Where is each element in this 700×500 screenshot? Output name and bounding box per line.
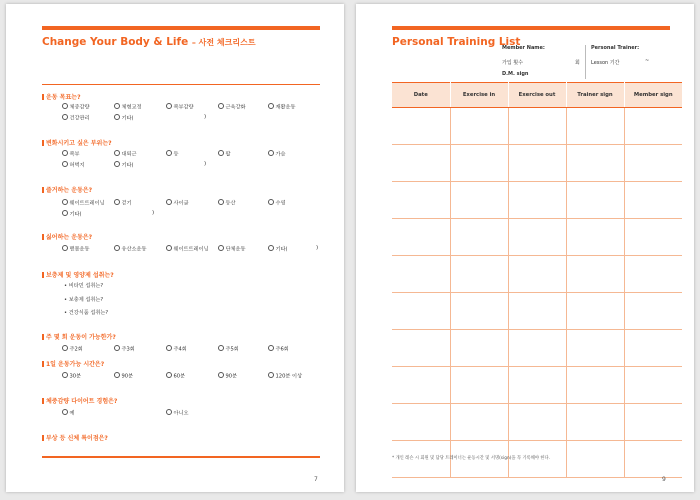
question-favorite: 즐거하는 운동은?: [42, 185, 92, 194]
option-3x[interactable]: 주3회: [114, 345, 135, 353]
member-count-label: 가입 횟수: [502, 60, 523, 66]
option-chest[interactable]: 가슴: [268, 150, 286, 158]
bullet-supplement: • 보충제 섭취는?: [64, 297, 104, 303]
header-divider: [585, 45, 586, 79]
bottom-rule: [42, 456, 320, 458]
option-weight-training[interactable]: 웨이트트레이닝: [166, 245, 209, 253]
option-back[interactable]: 등: [166, 150, 179, 158]
radio-circle-icon: [218, 199, 224, 205]
option-other[interactable]: 기타(: [268, 245, 288, 253]
question-duration: 1일 운동가능 시간은?: [42, 359, 104, 368]
table-row: [392, 219, 682, 256]
table-row: [392, 293, 682, 330]
close-paren: ): [204, 161, 207, 167]
question-supplements: 보충제 및 영양제 섭취는?: [42, 270, 114, 279]
table-row: [392, 108, 682, 145]
question-frequency: 주 몇 회 운동이 가능한가?: [42, 332, 116, 341]
option-5x[interactable]: 주5회: [218, 345, 239, 353]
radio-circle-icon: [62, 150, 68, 156]
radio-circle-icon: [114, 150, 120, 156]
option-90min-a[interactable]: 90분: [114, 372, 133, 380]
col-member-sign: Member sign: [624, 83, 682, 108]
page-number: 7: [314, 476, 318, 483]
option-4x[interactable]: 주4회: [166, 345, 187, 353]
footnote: * 개인 레슨 시 회원 및 담당 트레이너는 운동시간 및 서명(sign)을 꼭 기록해야 한다.: [392, 456, 551, 461]
option-posture[interactable]: 체형교정: [114, 103, 142, 111]
radio-circle-icon: [62, 199, 68, 205]
close-paren: ): [152, 210, 155, 216]
radio-circle-icon: [268, 245, 274, 251]
close-paren: ): [204, 114, 207, 120]
radio-circle-icon: [218, 245, 224, 251]
col-date: Date: [392, 83, 450, 108]
col-exercise-in: Exercise in: [450, 83, 508, 108]
checklist-page: [6, 4, 344, 492]
subtitle-text: – 사전 체크리스트: [191, 38, 256, 47]
member-count-unit: 회: [575, 60, 580, 66]
radio-circle-icon: [166, 409, 172, 415]
radio-circle-icon: [268, 372, 274, 378]
option-weight-training[interactable]: 웨이트트레이닝: [62, 199, 105, 207]
table-row: [392, 404, 682, 441]
option-yes[interactable]: 예: [62, 409, 75, 417]
table-row: [392, 256, 682, 293]
radio-circle-icon: [166, 245, 172, 251]
option-cardio[interactable]: 유산소운동: [114, 245, 147, 253]
radio-circle-icon: [166, 150, 172, 156]
option-other[interactable]: 기타(: [114, 161, 134, 169]
option-group[interactable]: 단체운동: [218, 245, 246, 253]
radio-circle-icon: [268, 103, 274, 109]
radio-circle-icon: [166, 345, 172, 351]
table-row: [392, 367, 682, 404]
radio-circle-icon: [166, 103, 172, 109]
dm-sign-label: D.M. sign: [502, 71, 529, 77]
option-swimming[interactable]: 수영: [268, 199, 286, 207]
page-title: Personal Training List: [392, 36, 521, 48]
option-60min[interactable]: 60분: [166, 372, 185, 380]
table-row: [392, 182, 682, 219]
option-abdomen[interactable]: 복부: [62, 150, 80, 158]
title-rule: [42, 84, 320, 85]
option-bodyweight[interactable]: 맨몸운동: [62, 245, 90, 253]
page-number: 9: [662, 476, 666, 483]
option-no[interactable]: 아니오: [166, 409, 189, 417]
radio-circle-icon: [218, 345, 224, 351]
radio-circle-icon: [166, 199, 172, 205]
option-muscle[interactable]: 근육강화: [218, 103, 246, 111]
radio-circle-icon: [62, 210, 68, 216]
radio-circle-icon: [62, 372, 68, 378]
bullet-vitamin: • 비타민 섭취는?: [64, 283, 104, 289]
question-goal: 운동 목표는?: [42, 92, 81, 101]
radio-circle-icon: [218, 103, 224, 109]
radio-circle-icon: [268, 345, 274, 351]
close-paren: ): [316, 245, 319, 251]
trainer-label: Personal Trainer:: [591, 45, 640, 51]
radio-circle-icon: [62, 409, 68, 415]
training-table: [392, 82, 682, 478]
option-2x[interactable]: 주2회: [62, 345, 83, 353]
option-120min[interactable]: 120분 이상: [268, 372, 302, 380]
option-6x[interactable]: 주6회: [268, 345, 289, 353]
radio-circle-icon: [166, 372, 172, 378]
radio-circle-icon: [62, 245, 68, 251]
radio-circle-icon: [218, 372, 224, 378]
option-cycle[interactable]: 사이클: [166, 199, 189, 207]
top-accent-bar: [42, 26, 320, 30]
option-weight-loss[interactable]: 체중감량: [62, 103, 90, 111]
radio-circle-icon: [62, 161, 68, 167]
radio-circle-icon: [62, 345, 68, 351]
question-diet-experience: 체중감량 다이어트 경험은?: [42, 396, 117, 405]
title-text: Change Your Body & Life: [42, 36, 189, 48]
table-row: [392, 145, 682, 182]
table-header-row: [392, 83, 682, 108]
option-thigh-muscle[interactable]: 대퇴근: [114, 150, 137, 158]
radio-circle-icon: [114, 372, 120, 378]
option-other[interactable]: 기타(: [62, 210, 82, 218]
radio-circle-icon: [114, 345, 120, 351]
option-belly[interactable]: 복부감량: [166, 103, 194, 111]
radio-circle-icon: [114, 199, 120, 205]
radio-circle-icon: [114, 103, 120, 109]
radio-circle-icon: [114, 114, 120, 120]
option-hiking[interactable]: 등산: [218, 199, 236, 207]
radio-circle-icon: [114, 245, 120, 251]
top-accent-bar: [392, 26, 670, 30]
lesson-tilde: ~: [645, 58, 650, 64]
radio-circle-icon: [218, 150, 224, 156]
question-dislike: 싫어하는 운동은?: [42, 232, 92, 241]
radio-circle-icon: [62, 103, 68, 109]
col-exercise-out: Exercise out: [508, 83, 566, 108]
training-list-page: [356, 4, 694, 492]
question-injury: 부상 등 신체 특이점은?: [42, 433, 108, 442]
option-thigh[interactable]: 허벅지: [62, 161, 85, 169]
bullet-health-food: • 건강식품 섭취는?: [64, 310, 109, 316]
radio-circle-icon: [268, 199, 274, 205]
radio-circle-icon: [114, 161, 120, 167]
option-health[interactable]: 건강관리: [62, 114, 90, 122]
option-30min[interactable]: 30분: [62, 372, 81, 380]
radio-circle-icon: [62, 114, 68, 120]
question-body-part: 변화시키고 싶은 부위는?: [42, 138, 112, 147]
table-row: [392, 330, 682, 367]
option-90min-b[interactable]: 90분: [218, 372, 237, 380]
option-other[interactable]: 기타(: [114, 114, 134, 122]
radio-circle-icon: [268, 150, 274, 156]
option-walking[interactable]: 걷기: [114, 199, 132, 207]
option-rehab[interactable]: 재활운동: [268, 103, 296, 111]
lesson-label: Lesson 기간: [591, 60, 620, 66]
member-name-label: Member Name:: [502, 45, 545, 51]
page-title: [42, 36, 256, 48]
col-trainer-sign: Trainer sign: [566, 83, 624, 108]
option-arm[interactable]: 팔: [218, 150, 231, 158]
